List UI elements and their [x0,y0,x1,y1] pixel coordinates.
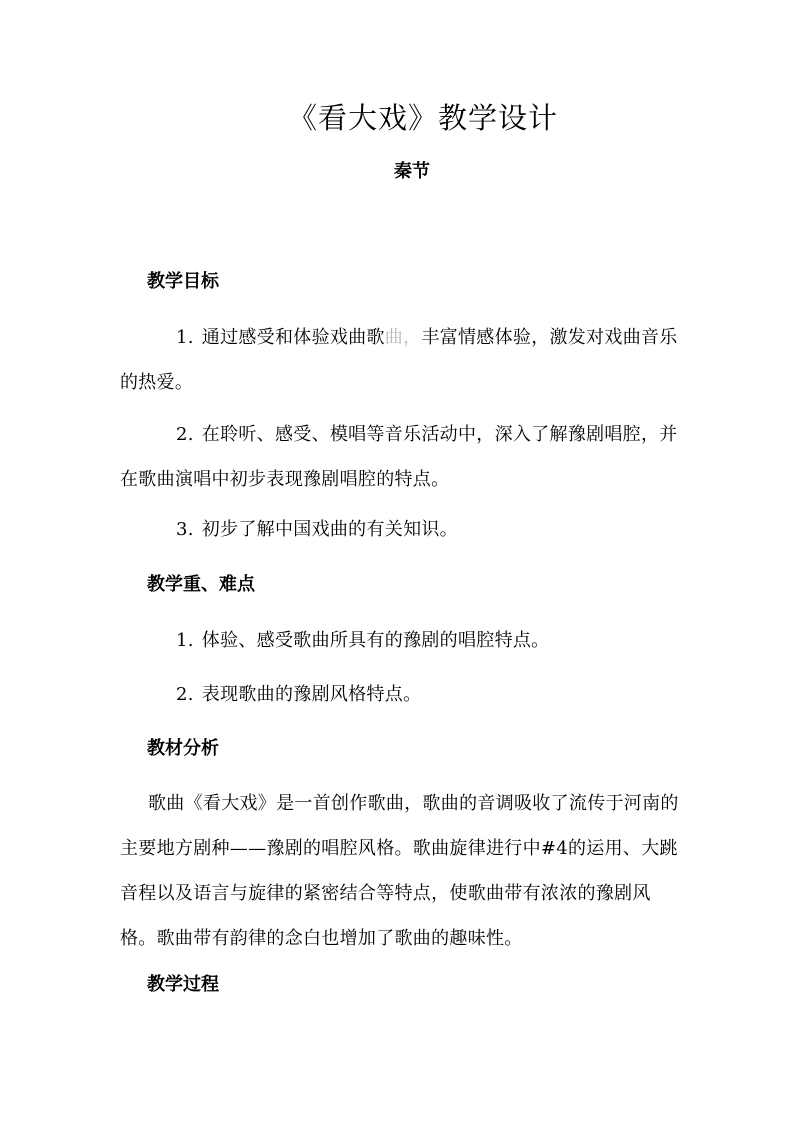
goal-item-1-text-b: 丰富情感体验，激发对戏曲音乐的热爱。 [120,327,678,393]
document-title: 《看大戏》教学设计 [287,101,558,135]
goal-item-3-number: 3. [176,519,194,540]
key-point-item-2-number: 2. [176,684,194,705]
section-heading-process: 教学过程 [147,974,219,995]
section-heading-key-points: 教学重、难点 [147,574,255,595]
key-point-item-2 [120,672,680,717]
key-point-item-1 [120,618,680,663]
goal-item-1-text-a: 通过感受和体验戏曲歌 [201,327,385,348]
key-point-item-1-text: 体验、感受歌曲所具有的豫剧的唱腔特点。 [201,630,550,651]
section-heading-goals: 教学目标 [147,271,219,292]
goal-item-1-number: 1. [176,327,194,348]
goal-item-2-text: 在聆听、感受、模唱等音乐活动中，深入了解豫剧唱腔，并在歌曲演唱中初步表现豫剧唱腔的特点。 [120,424,678,490]
goal-item-1 [120,315,680,405]
analysis-paragraph: 歌曲《看大戏》是一首创作歌曲，歌曲的音调吸收了流传于河南的主要地方剧种——豫剧的唱腔风格。歌曲旋律进行中#4的运用、大跳音程以及语言与旋律的紧密结合等特点，使歌曲带有浓浓的豫剧风格。歌曲带有韵律的念白也增加了歌曲的趣味性。 [120,793,679,949]
goal-item-1-text-faint: 曲， [384,327,422,348]
key-point-item-2-text: 表现歌曲的豫剧风格特点。 [201,684,422,705]
goal-item-2 [120,412,680,502]
document-author: 秦节 [394,161,430,182]
section-heading-analysis: 教材分析 [147,738,219,759]
key-point-item-1-number: 1. [176,630,194,651]
goal-item-3-text: 初步了解中国戏曲的有关知识。 [201,519,458,540]
goal-item-3 [120,507,680,552]
goal-item-2-number: 2. [176,424,194,445]
